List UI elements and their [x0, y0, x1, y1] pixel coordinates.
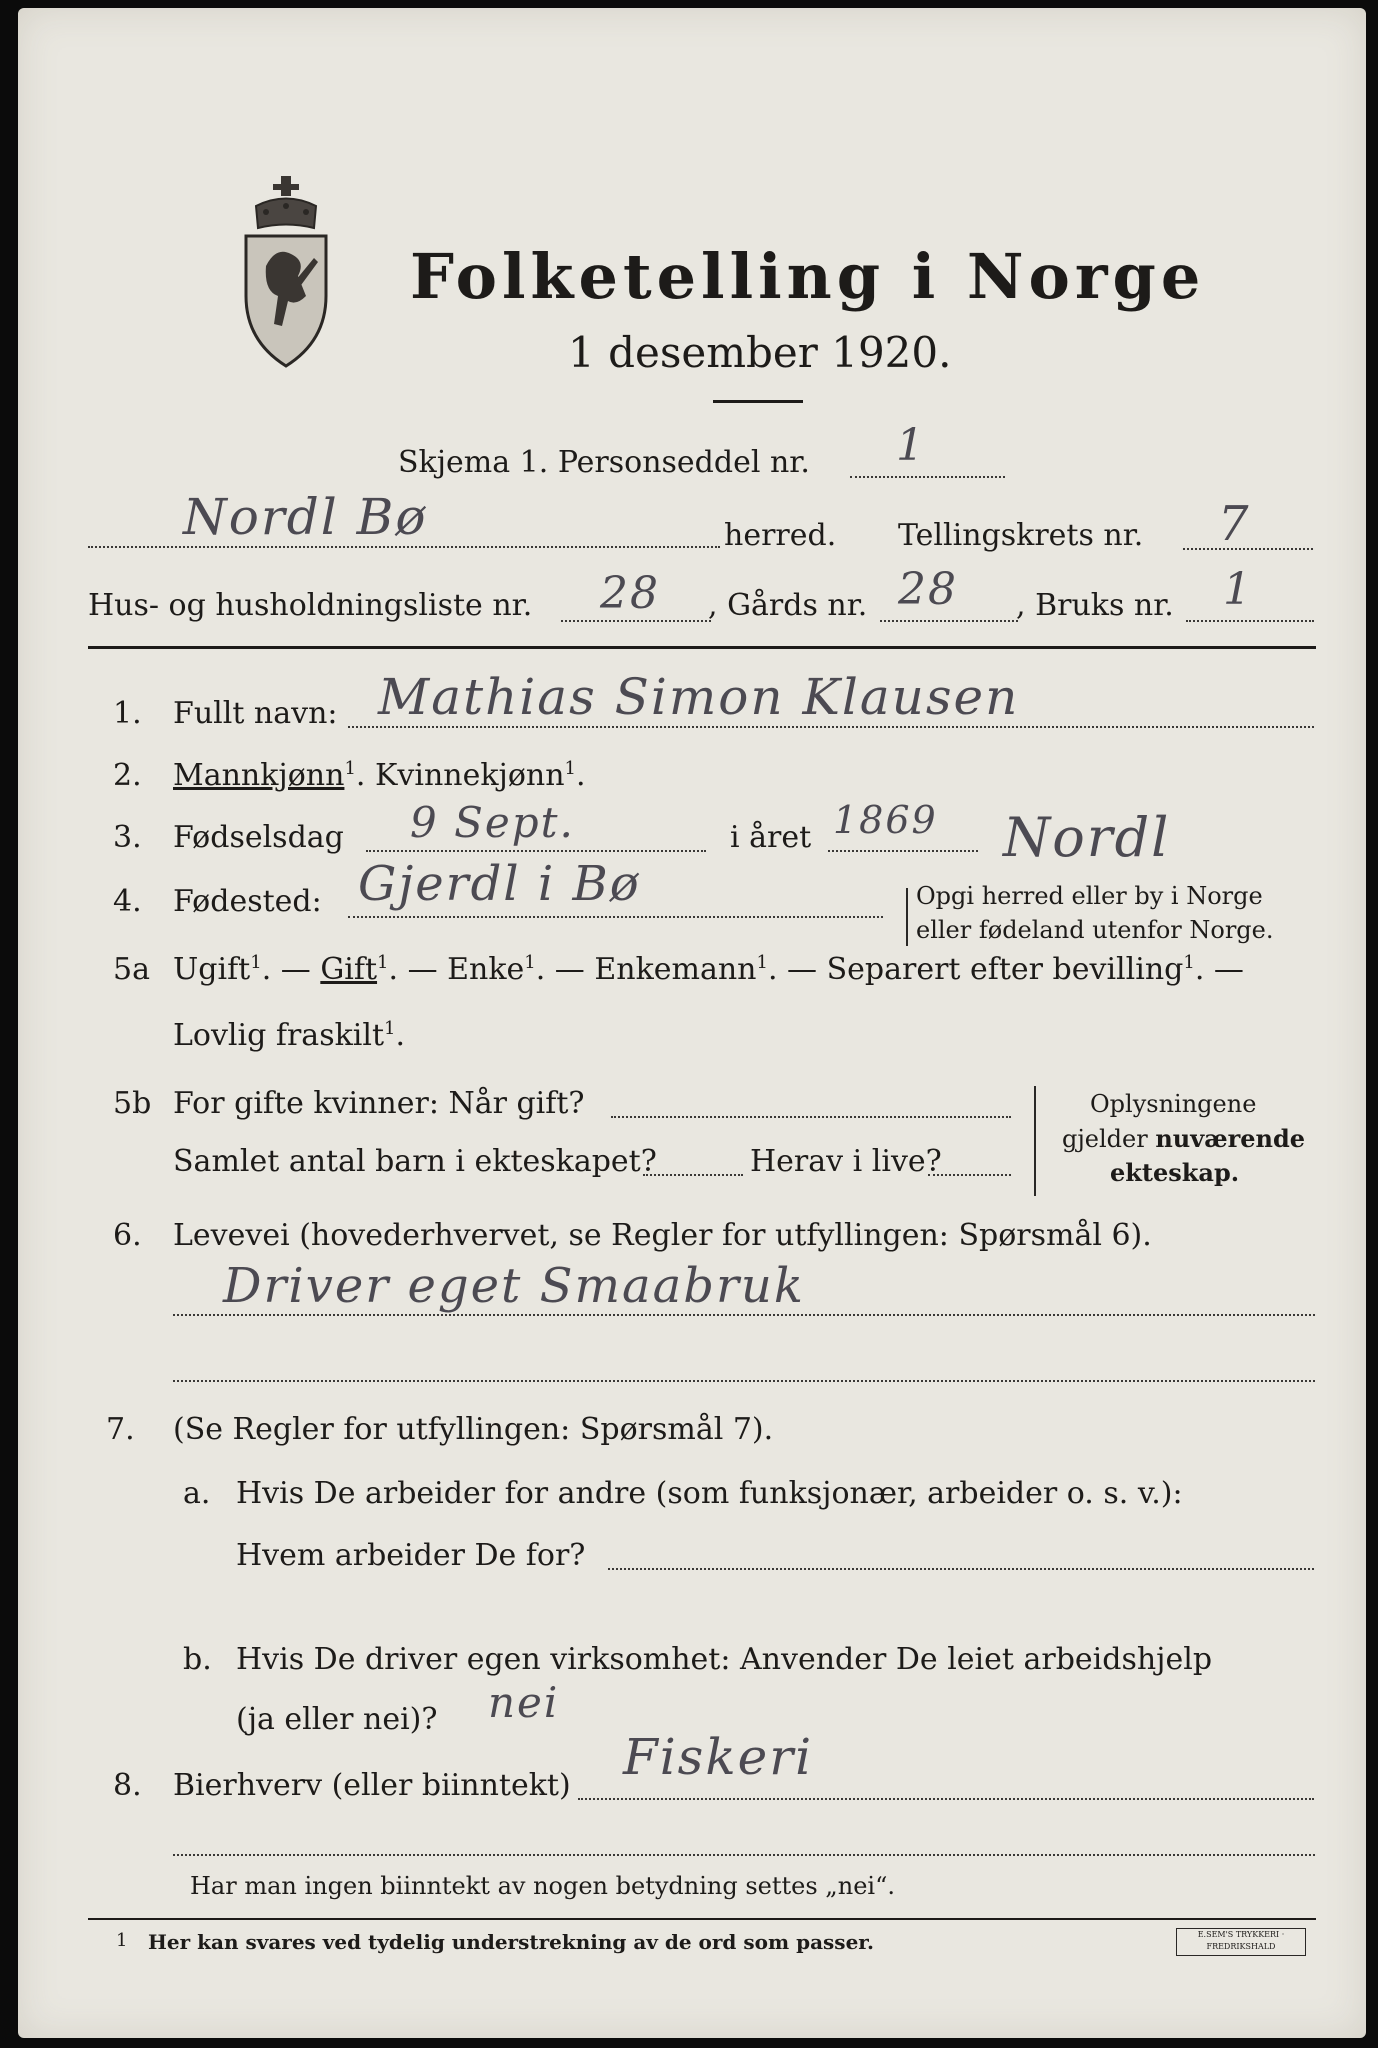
separator: . — [395, 1018, 406, 1053]
margin-note: Nordl — [1003, 806, 1171, 869]
hired-help-value: nei — [488, 1678, 560, 1727]
year-label: i året — [730, 820, 812, 855]
herred-label: herred. — [724, 518, 837, 553]
marriage-note-2a: gjelder — [1062, 1125, 1156, 1153]
q4-number: 4. — [113, 884, 142, 919]
q5b-alive-label: Herav i live? — [750, 1144, 942, 1179]
bruks-field[interactable] — [1186, 620, 1314, 622]
occupation-field-2[interactable] — [173, 1380, 1315, 1382]
birthday-field[interactable] — [366, 850, 706, 852]
census-date: 1 desember 1920. — [568, 328, 952, 377]
separator: . — [355, 758, 366, 793]
occupation-field[interactable] — [173, 1314, 1315, 1316]
q4-label: Fødested: — [173, 884, 322, 919]
q5b-married-label: For gifte kvinner: Når gift? — [173, 1086, 585, 1121]
q5b-number: 5b — [113, 1086, 152, 1121]
alive-field[interactable] — [928, 1174, 1011, 1176]
footnote-ref: 1 — [564, 758, 576, 779]
q5b-children-label: Samlet antal barn i ekteskapet? — [173, 1144, 657, 1179]
tellingskrets-value: 7 — [1218, 496, 1251, 552]
separator: . — [575, 758, 586, 793]
tellingskrets-label: Tellingskrets nr. — [898, 518, 1144, 553]
option-fraskilt[interactable]: Lovlig fraskilt — [173, 1018, 385, 1053]
employer-field[interactable] — [608, 1568, 1314, 1570]
q7-label: (Se Regler for utfyllingen: Spørsmål 7). — [173, 1412, 774, 1447]
bruks-value: 1 — [1223, 564, 1253, 615]
marriage-note-1: Oplysningene — [1090, 1090, 1257, 1118]
q2-options — [173, 758, 586, 793]
herred-value: Nordl Bø — [183, 488, 428, 546]
married-date-field[interactable] — [611, 1116, 1011, 1118]
q5a-options-2 — [173, 1018, 405, 1053]
marriage-note-3: ekteskap. — [1110, 1158, 1240, 1187]
footnote-ref: 1 — [524, 952, 536, 973]
birthplace-field[interactable] — [348, 916, 883, 918]
q6-number: 6. — [113, 1218, 142, 1253]
footnote-ref: 1 — [384, 1018, 396, 1039]
herred-field[interactable] — [88, 546, 720, 548]
children-field[interactable] — [643, 1174, 743, 1176]
q3-label: Fødselsdag — [173, 820, 344, 855]
note-brace — [1034, 1086, 1036, 1196]
census-form — [18, 8, 1366, 2038]
separator: . — — [1194, 952, 1244, 987]
q2-number: 2. — [113, 758, 142, 793]
q8-number: 8. — [113, 1768, 142, 1803]
header-divider — [88, 646, 1316, 649]
q5a-options — [173, 952, 1244, 987]
hus-field[interactable] — [561, 620, 711, 622]
marriage-note-2b: nuværende — [1155, 1124, 1306, 1153]
side-income-field[interactable] — [578, 1798, 1314, 1800]
note-brace — [906, 888, 908, 946]
q8-label: Bierhverv (eller biinntekt) — [173, 1768, 571, 1803]
q7b-label: Hvis De driver egen virksomhet: Anvender De leiet arbeidshjelp — [236, 1642, 1213, 1677]
q7b-sub: (ja eller nei)? — [236, 1702, 438, 1737]
gards-label: , Gårds nr. — [708, 588, 868, 623]
printer-stamp: E.SEM'S TRYKKERI · FREDRIKSHALD — [1176, 1928, 1306, 1956]
birthplace-value: Gjerdl i Bø — [358, 856, 641, 912]
birthday-value: 9 Sept. — [410, 798, 575, 847]
footnote-ref: 1 — [344, 758, 356, 779]
gards-value: 28 — [898, 564, 958, 615]
footnote-ref: 1 — [250, 952, 262, 973]
option-gift[interactable]: Gift — [320, 952, 378, 987]
full-name-field[interactable] — [348, 726, 1314, 728]
q7b-letter: b. — [183, 1642, 212, 1677]
coat-of-arms-icon — [236, 166, 336, 376]
separator: . — — [535, 952, 585, 987]
footnote-text: Her kan svares ved tydelig understrekning av de ord som passer. — [148, 1930, 874, 1954]
year-field[interactable] — [828, 850, 978, 852]
q7a-letter: a. — [183, 1476, 211, 1511]
occupation-value: Driver eget Smaabruk — [223, 1258, 805, 1314]
bruks-label: , Bruks nr. — [1016, 588, 1174, 623]
hus-label: Hus- og husholdningsliste nr. — [88, 588, 533, 623]
q5a-number: 5a — [113, 952, 150, 987]
q7a-label: Hvis De arbeider for andre (som funksjonær, arbeider o. s. v.): — [236, 1476, 1183, 1511]
option-enkemann[interactable]: Enkemann — [594, 952, 757, 987]
full-name-value: Mathias Simon Klausen — [378, 668, 1020, 726]
side-income-value: Fiskeri — [623, 1728, 814, 1786]
q3-number: 3. — [113, 820, 142, 855]
q6-label: Levevei (hovederhvervet, se Regler for utfyllingen: Spørsmål 6). — [173, 1218, 1152, 1253]
hus-value: 28 — [600, 568, 660, 619]
birthplace-note-1: Opgi herred eller by i Norge — [916, 882, 1263, 910]
year-value: 1869 — [833, 798, 938, 842]
option-enke[interactable]: Enke — [447, 952, 525, 987]
option-female[interactable]: Kvinnekjønn — [374, 758, 565, 793]
option-separert[interactable]: Separert efter bevilling — [826, 952, 1184, 987]
birthplace-note-2: eller fødeland utenfor Norge. — [916, 916, 1274, 944]
footnote-ref: 1 — [1183, 952, 1195, 973]
footnote-marker: 1 — [116, 1930, 128, 1951]
separator: . — — [767, 952, 818, 987]
option-ugift[interactable]: Ugift — [173, 952, 251, 987]
q1-number: 1. — [113, 696, 142, 731]
personseddel-field[interactable] — [850, 476, 1005, 478]
side-income-field-2[interactable] — [173, 1854, 1315, 1856]
separator: . — — [261, 952, 311, 987]
schema-label: Skjema 1. Personseddel nr. — [398, 445, 810, 480]
q1-label: Fullt navn: — [173, 696, 338, 731]
footer-divider — [88, 1918, 1316, 1920]
option-male[interactable]: Mannkjønn — [173, 758, 345, 793]
separator: . — — [388, 952, 438, 987]
footnote-ref: 1 — [377, 952, 389, 973]
marriage-note-2 — [1062, 1124, 1305, 1153]
personseddel-value: 1 — [896, 420, 926, 471]
form-title: Folketelling i Norge — [410, 240, 1206, 313]
title-divider — [713, 400, 803, 403]
q7-number: 7. — [106, 1412, 135, 1447]
q8-note: Har man ingen biinntekt av nogen betydning settes „nei“. — [190, 1872, 895, 1900]
gards-field[interactable] — [880, 620, 1018, 622]
footnote-ref: 1 — [756, 952, 768, 973]
q7a-sub: Hvem arbeider De for? — [236, 1538, 586, 1573]
